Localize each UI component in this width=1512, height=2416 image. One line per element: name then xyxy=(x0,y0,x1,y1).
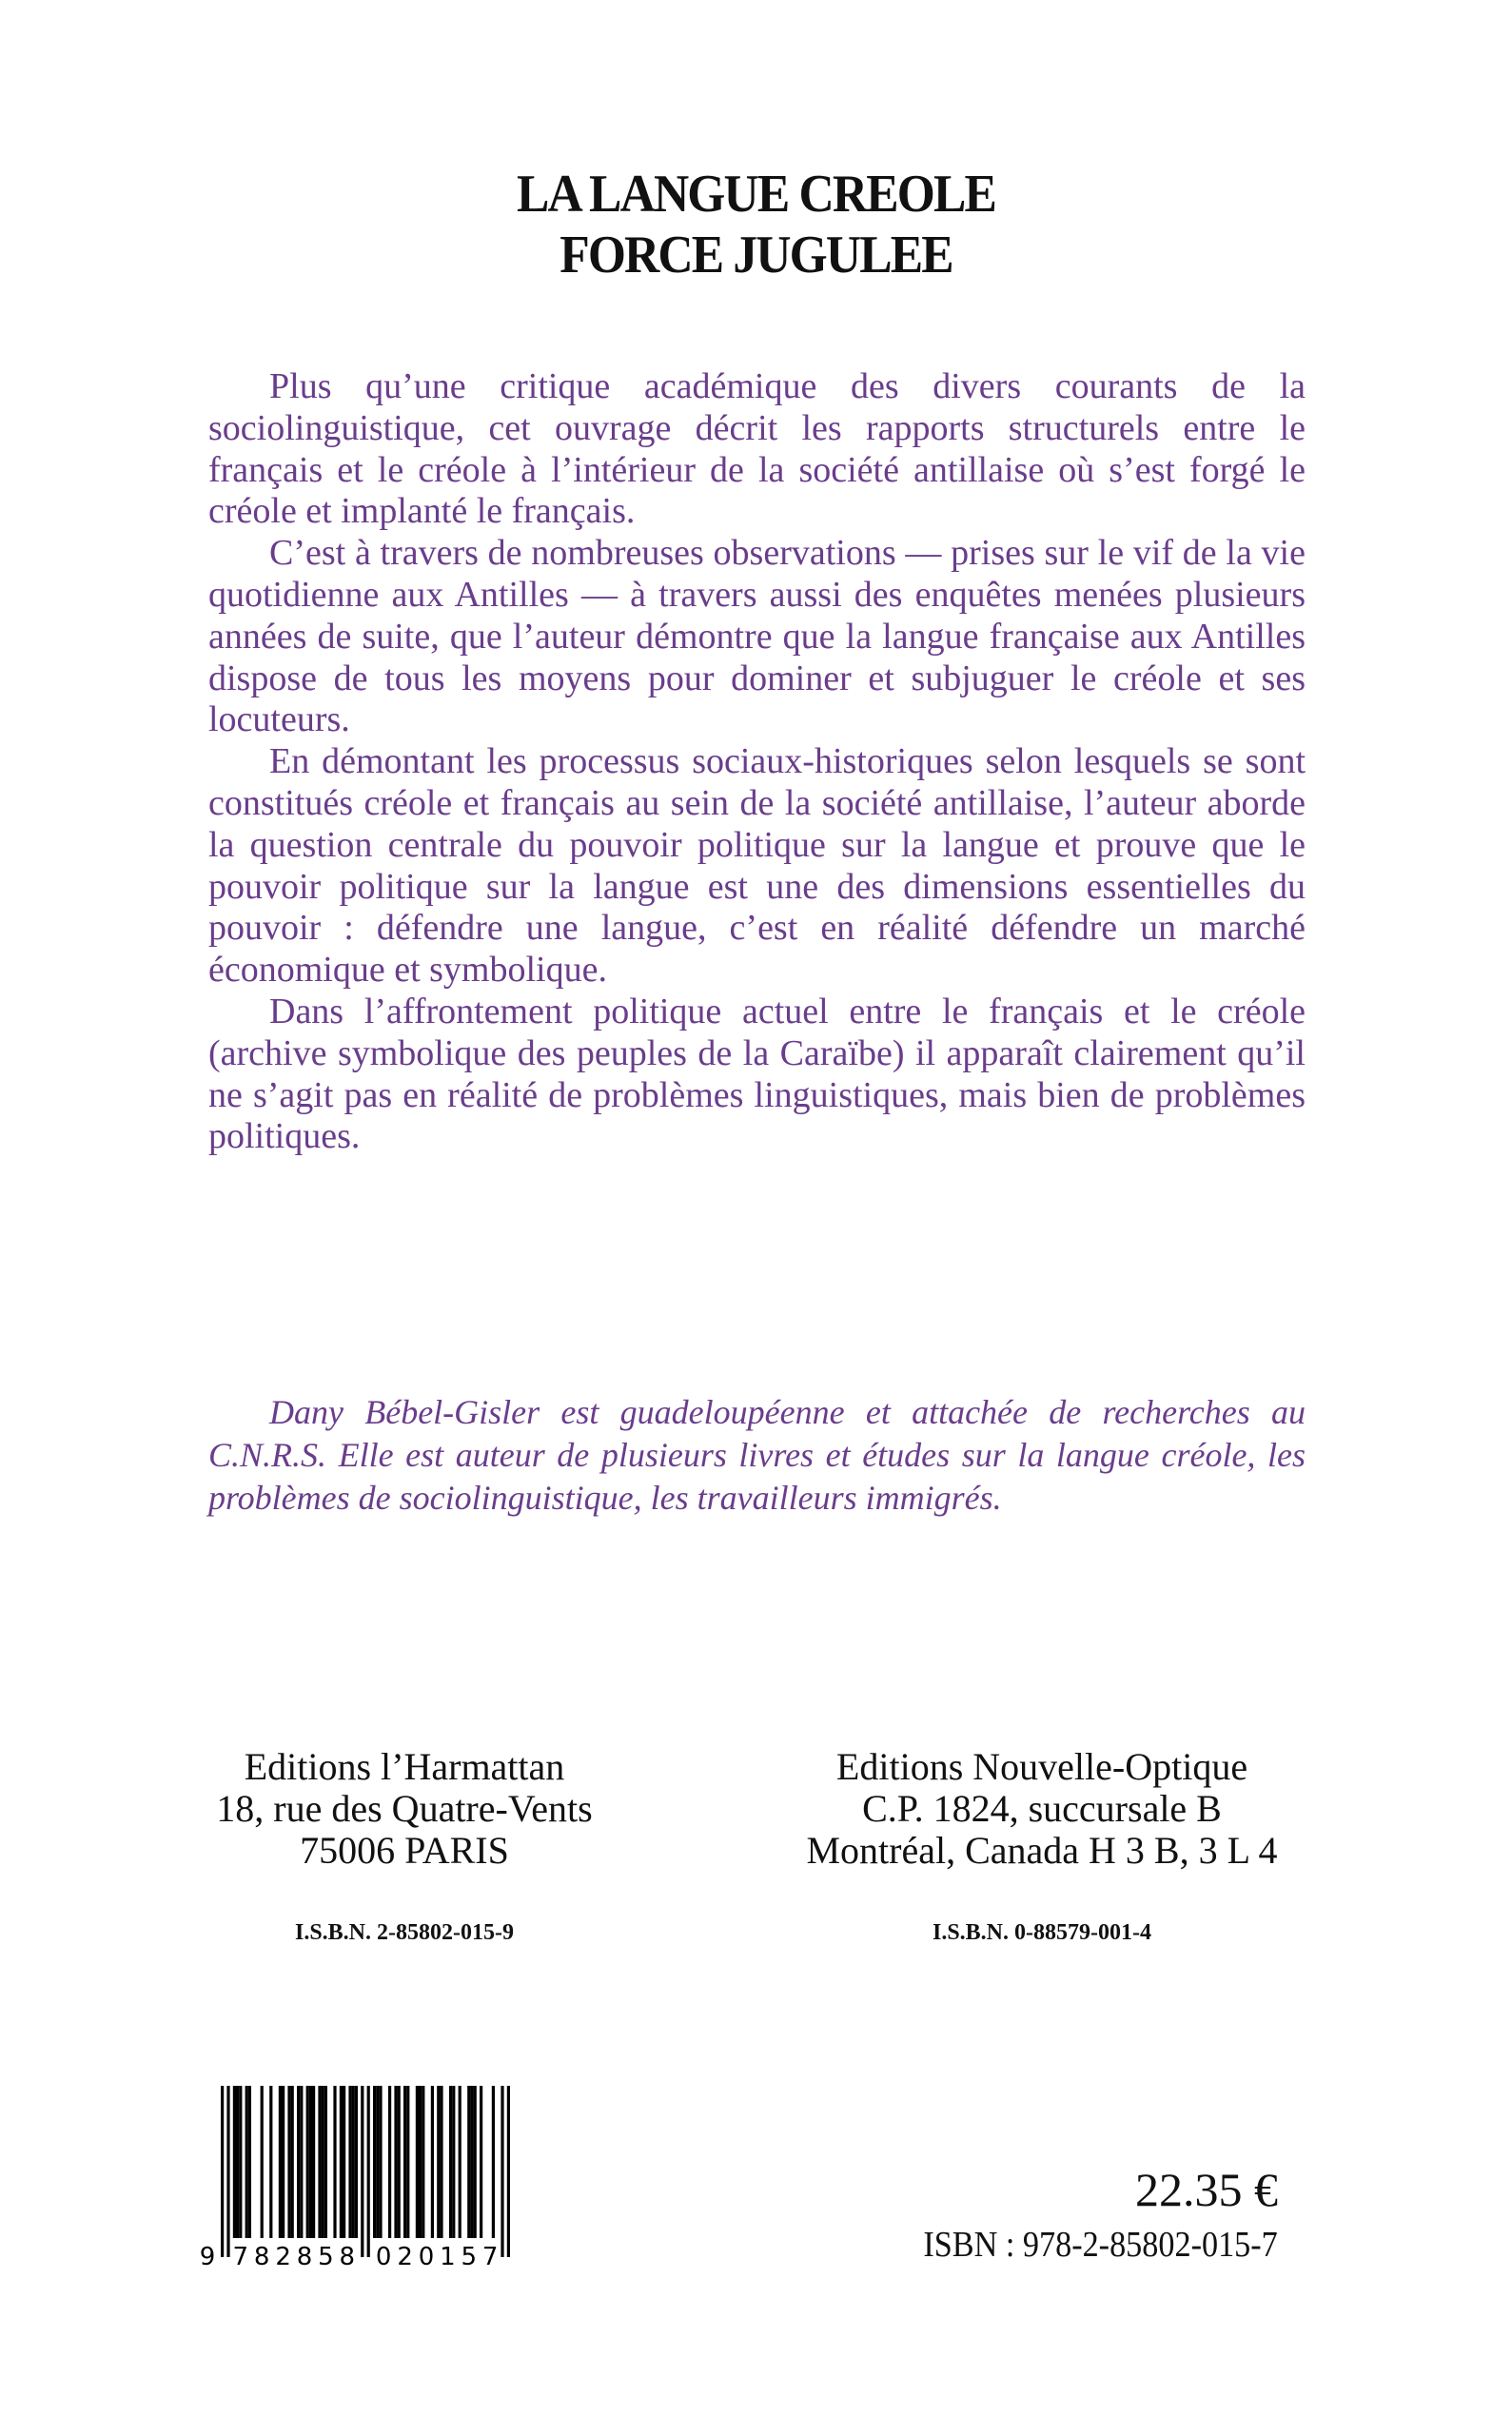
barcode-bar xyxy=(306,2086,309,2238)
barcode-bar xyxy=(419,2086,422,2238)
barcode-bar xyxy=(376,2086,379,2238)
publisher-nouvelle-optique xyxy=(723,1746,1361,1872)
barcode-bar xyxy=(452,2086,455,2238)
author-bio-text: Dany Bébel-Gisler est guadeloupéenne et attachée de recherches au C.N.R.S. Elle est auteur de plusieurs livres et études sur la langue créole, les problèmes de sociolinguistique, les travailleurs immigrés. xyxy=(208,1393,1306,1517)
barcode-bar xyxy=(480,2086,482,2238)
publisher-name: Editions Nouvelle-Optique xyxy=(835,1745,1248,1788)
barcode-bar xyxy=(422,2086,424,2238)
publisher-city: 75006 PARIS xyxy=(300,1829,509,1872)
blurb-paragraph: En démontant les processus sociaux-historiques selon lesquels se sont constitués créole et français au sein de la société antillaise, l’auteur aborde la question centrale du pouvoir politique sur la langue et prouve que le pouvoir politique sur la langue est une des dimensions essentielles du pouvoir : défendre une langue, c’est en réalité défendre un marché économique et symbolique. xyxy=(208,741,1306,991)
barcode-bar xyxy=(437,2086,440,2238)
barcode-digit: 8 xyxy=(339,2243,356,2271)
barcode-bar xyxy=(309,2086,312,2238)
barcode-bar xyxy=(324,2086,327,2238)
book-title xyxy=(61,164,1452,285)
barcode-bar xyxy=(318,2086,321,2238)
barcode-bar xyxy=(352,2086,355,2238)
barcode-bar xyxy=(379,2086,382,2238)
blurb-paragraph: C’est à travers de nombreuses observations — prises sur le vif de la vie quotidienne aux Antilles — à travers aussi des enquêtes menées plusieurs années de suite, que l’auteur démontre que la langue française aux Antilles dispose de tous les moyens pour dominer et subjuguer le créole et ses locuteurs. xyxy=(208,533,1306,740)
barcode-bar xyxy=(312,2086,315,2238)
barcode-bar xyxy=(403,2086,406,2238)
barcode-digit: 8 xyxy=(253,2243,270,2271)
barcode-digit: 5 xyxy=(318,2243,334,2271)
barcode-digit: 2 xyxy=(275,2243,291,2271)
barcode-bar xyxy=(221,2086,224,2257)
barcode-bar xyxy=(248,2086,251,2238)
barcode-bar xyxy=(431,2086,434,2238)
isbn-nouvelle-optique: I.S.B.N. 0-88579-001-4 xyxy=(932,1920,1151,1945)
barcode-bar xyxy=(236,2086,239,2238)
barcode-bar xyxy=(394,2086,397,2238)
barcode-digit: 5 xyxy=(461,2243,478,2271)
barcode-bar xyxy=(287,2086,290,2238)
barcode-digit: 9 xyxy=(200,2243,216,2271)
barcode-bar xyxy=(501,2086,503,2257)
barcode-bar xyxy=(269,2086,272,2238)
title-line-1: LA LANGUE CREOLE xyxy=(516,165,996,224)
blurb xyxy=(208,366,1306,1158)
barcode-bar xyxy=(416,2086,419,2238)
isbn-13: ISBN : 978-2-85802-015-7 xyxy=(923,2225,1278,2265)
barcode-bar xyxy=(449,2086,452,2238)
barcode-bar xyxy=(226,2086,229,2257)
barcode-bar xyxy=(355,2086,358,2238)
author-bio xyxy=(208,1391,1306,1520)
barcode-bar xyxy=(398,2086,401,2238)
barcode-digit: 0 xyxy=(418,2243,435,2271)
barcode-digit: 7 xyxy=(481,2243,499,2271)
barcode-bar xyxy=(406,2086,409,2238)
price: 22.35 € xyxy=(1135,2163,1278,2216)
barcode-bar xyxy=(474,2086,477,2238)
barcode-bar xyxy=(467,2086,470,2238)
barcode-bar xyxy=(297,2086,300,2238)
barcode-bar xyxy=(388,2086,391,2238)
barcode-bar xyxy=(459,2086,461,2238)
blurb-paragraph: Plus qu’une critique académique des divers courants de la sociolinguistique, cet ouvrage décrit les rapports structurels entre le français et le créole à l’intérieur de la société antillaise où s’est forgé le créole et implanté le français. xyxy=(208,366,1306,532)
barcode-bar xyxy=(507,2086,510,2257)
barcode-bar xyxy=(373,2086,376,2238)
publisher-address: C.P. 1824, succursale B xyxy=(862,1787,1222,1830)
barcode-bar xyxy=(367,2086,370,2257)
barcode xyxy=(200,2084,514,2274)
barcode-bar xyxy=(492,2086,495,2238)
blurb-paragraph: Dans l’affrontement politique actuel entre le français et le créole (archive symbolique des peuples de la Caraïbe) il apparaît clairement qu’il ne s’agit pas en réalité de problèmes linguistiques, mais bien de problèmes politiques. xyxy=(208,991,1306,1157)
publisher-harmattan xyxy=(114,1746,695,1872)
barcode-bar xyxy=(282,2086,285,2238)
title-line-2: FORCE JUGULEE xyxy=(560,226,952,285)
barcode-bar xyxy=(279,2086,282,2238)
barcode-bar xyxy=(340,2086,343,2238)
barcode-bar xyxy=(333,2086,336,2238)
isbn-harmattan: I.S.B.N. 2-85802-015-9 xyxy=(294,1920,514,1945)
publisher-city: Montréal, Canada H 3 B, 3 L 4 xyxy=(806,1829,1278,1872)
barcode-bar xyxy=(300,2086,303,2238)
barcode-bar xyxy=(261,2086,264,2238)
barcode-digit: 1 xyxy=(440,2243,456,2271)
barcode-bar xyxy=(440,2086,442,2238)
barcode-digit: 2 xyxy=(397,2243,413,2271)
barcode-bar xyxy=(361,2086,363,2257)
barcode-bar xyxy=(470,2086,473,2238)
barcode-bar xyxy=(322,2086,324,2238)
barcode-bar xyxy=(239,2086,242,2238)
barcode-bar xyxy=(245,2086,248,2238)
barcode-bar xyxy=(291,2086,294,2238)
barcode-bar xyxy=(348,2086,351,2238)
barcode-bar xyxy=(343,2086,345,2238)
barcode-bar xyxy=(233,2086,236,2238)
publisher-name: Editions l’Harmattan xyxy=(244,1745,565,1788)
barcode-digit: 7 xyxy=(232,2243,249,2271)
publisher-address: 18, rue des Quatre-Vents xyxy=(216,1787,593,1830)
barcode-digit: 8 xyxy=(296,2243,313,2271)
barcode-digit: 0 xyxy=(375,2243,392,2271)
